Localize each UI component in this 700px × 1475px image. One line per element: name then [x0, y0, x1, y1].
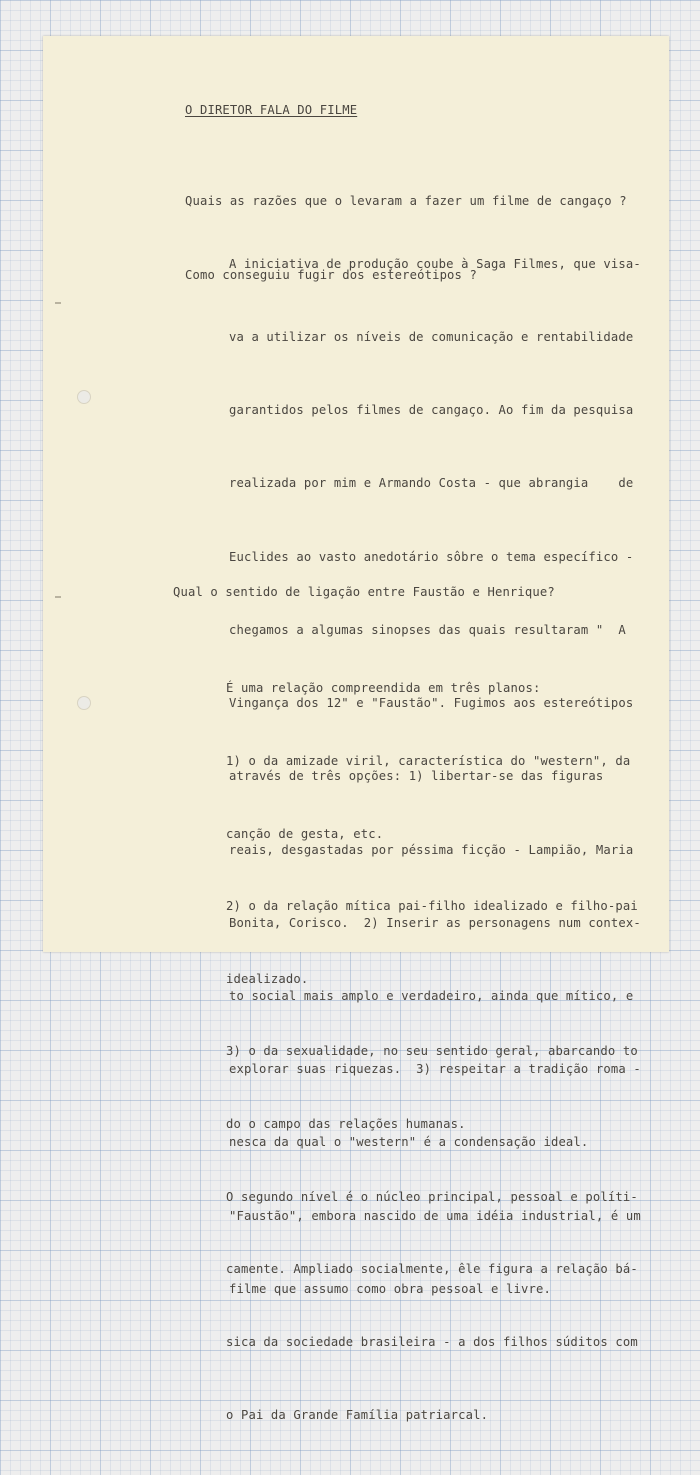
- answer-1-line: va a utilizar os níveis de comunicação e rentabilidade: [229, 330, 634, 345]
- answer-1-line: filme que assumo como obra pessoal e livre.: [229, 1281, 551, 1296]
- fold-mark: [55, 302, 61, 304]
- answer-1-line: explorar suas riquezas. 3) respeitar a tradição roma -: [229, 1062, 641, 1077]
- answer-1-line: chegamos a algumas sinopses das quais resultaram " A: [229, 622, 626, 637]
- answer-1-line: nesca da qual o "western" é a condensação ideal.: [229, 1135, 589, 1150]
- answer-1-line: "Faustão", embora nascido de uma idéia industrial, é um: [229, 1208, 641, 1223]
- answer-2-line: idealizado.: [226, 971, 309, 986]
- answer-2-line: O segundo nível é o núcleo principal, pessoal e políti-: [226, 1189, 638, 1204]
- answer-1-line: Euclides ao vasto anedotário sôbre o tema específico -: [229, 549, 634, 564]
- answer-1-line: to social mais amplo e verdadeiro, ainda que mítico, e: [229, 989, 634, 1003]
- punch-hole: [77, 390, 91, 404]
- answer-1-line: através de três opções: 1) libertar-se das figuras: [229, 769, 604, 784]
- answer-1-line: Vingança dos 12" e "Faustão". Fugimos aos estereótipos: [229, 696, 634, 711]
- answer-2-line: 3) o da sexualidade, no seu sentido geral, abarcando to: [226, 1044, 638, 1059]
- answer-1-line: Bonita, Corisco. 2) Inserir as personagens num contex-: [229, 915, 641, 930]
- answer-1-line: A iniciativa de produção coube à Saga Filmes, que visa-: [229, 256, 641, 271]
- answer-2-line: sica da sociedade brasileira - a dos filhos súditos com: [226, 1334, 638, 1349]
- punch-hole: [77, 696, 91, 710]
- answer-2-line: o Pai da Grande Família patriarcal.: [226, 1407, 489, 1422]
- fold-mark: [55, 596, 61, 598]
- answer-2-line: É uma relação compreendida em três planos:: [226, 681, 541, 696]
- answer-1-line: realizada por mim e Armando Costa - que abrangia de: [229, 476, 634, 491]
- answer-2: [226, 628, 638, 1475]
- question-1-line: Quais as razões que o levaram a fazer um filme de cangaço ?: [185, 194, 627, 208]
- question-2: Qual o sentido de ligação entre Faustão e Henrique?: [173, 585, 555, 599]
- document-page: [43, 36, 669, 1422]
- question-1-line: Como conseguiu fugir dos estereótipos ?: [185, 267, 478, 282]
- answer-2-line: canção de gesta, etc.: [226, 826, 384, 841]
- answer-1-line: reais, desgastadas por péssima ficção - Lampião, Maria: [229, 842, 634, 857]
- answer-2-line: 1) o da amizade viril, característica do "western", da: [226, 754, 631, 769]
- answer-1-line: garantidos pelos filmes de cangaço. Ao fim da pesquisa: [229, 403, 634, 418]
- answer-2-line: camente. Ampliado socialmente, êle figura a relação bá-: [226, 1262, 638, 1277]
- answer-2-line: 2) o da relação mítica pai-filho idealizado e filho-pai: [226, 899, 638, 914]
- answer-2-line: do o campo das relações humanas.: [226, 1117, 466, 1132]
- document-heading: O DIRETOR FALA DO FILME: [185, 103, 358, 117]
